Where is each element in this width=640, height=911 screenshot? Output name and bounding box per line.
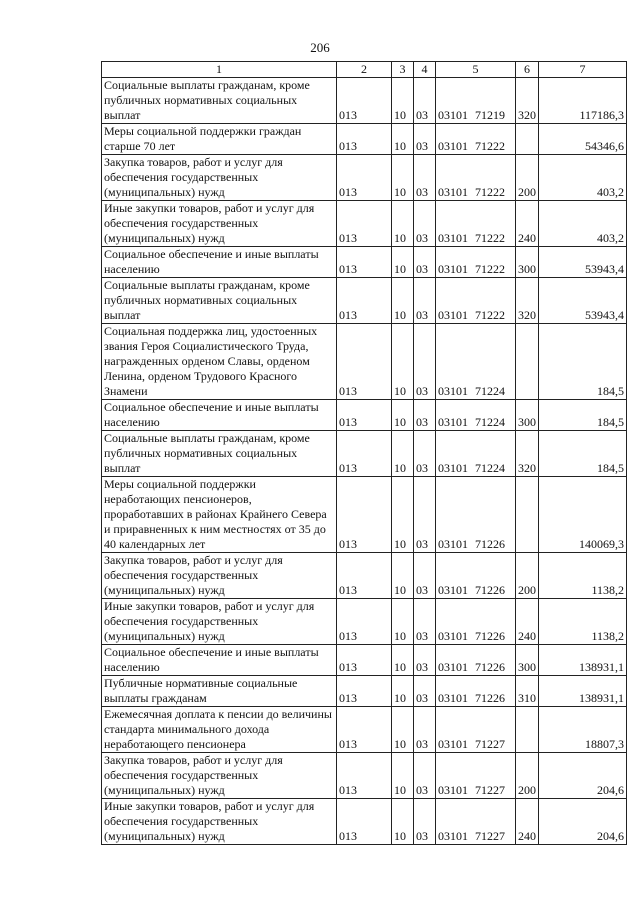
subsection-code-cell: 03 [414,324,436,400]
row-name-cell: Социальное обеспечение и иные выплаты населению [102,247,337,278]
subsection-code-cell: 03 [414,201,436,247]
section-code-cell: 10 [392,400,414,431]
target-article-cell: 03101 71222 [436,124,516,155]
row-name-cell: Публичные нормативные социальные выплаты гражданам [102,676,337,707]
ministry-code-cell: 013 [337,78,392,124]
expense-type-cell [516,124,539,155]
subsection-code-cell: 03 [414,707,436,753]
section-code-cell: 10 [392,707,414,753]
section-code-cell: 10 [392,553,414,599]
expense-type-cell: 200 [516,553,539,599]
amount-cell: 403,2 [539,155,627,201]
target-article-cell: 03101 71224 [436,400,516,431]
table-row [102,124,627,155]
table-row [102,278,627,324]
subsection-code-cell: 03 [414,431,436,477]
amount-cell: 18807,3 [539,707,627,753]
header-col-2: 2 [337,62,392,78]
subsection-code-cell: 03 [414,753,436,799]
amount-cell: 117186,3 [539,78,627,124]
ministry-code-cell: 013 [337,707,392,753]
expense-type-cell: 240 [516,599,539,645]
section-code-cell: 10 [392,155,414,201]
expense-type-cell: 320 [516,78,539,124]
header-row [102,62,627,78]
target-article-cell: 03101 71227 [436,707,516,753]
row-name-cell: Иные закупки товаров, работ и услуг для обеспечения государственных (муниципальных) нужд [102,799,337,845]
amount-cell: 140069,3 [539,477,627,553]
table-row [102,400,627,431]
ministry-code-cell: 013 [337,324,392,400]
section-code-cell: 10 [392,645,414,676]
row-name-cell: Социальное обеспечение и иные выплаты населению [102,645,337,676]
header-col-1: 1 [102,62,337,78]
table-row [102,201,627,247]
amount-cell: 53943,4 [539,278,627,324]
amount-cell: 1138,2 [539,553,627,599]
header-col-5: 5 [436,62,516,78]
section-code-cell: 10 [392,201,414,247]
subsection-code-cell: 03 [414,247,436,278]
row-name-cell: Иные закупки товаров, работ и услуг для обеспечения государственных (муниципальных) нужд [102,599,337,645]
target-article-cell: 03101 71226 [436,599,516,645]
table-row [102,799,627,845]
table-row [102,599,627,645]
ministry-code-cell: 013 [337,124,392,155]
table-row [102,645,627,676]
section-code-cell: 10 [392,753,414,799]
row-name-cell: Закупка товаров, работ и услуг для обеспечения государственных (муниципальных) нужд [102,753,337,799]
ministry-code-cell: 013 [337,799,392,845]
page-number: 206 [310,40,330,55]
subsection-code-cell: 03 [414,477,436,553]
table-row [102,477,627,553]
subsection-code-cell: 03 [414,599,436,645]
amount-cell: 54346,6 [539,124,627,155]
row-name-cell: Меры социальной поддержки граждан старше 70 лет [102,124,337,155]
expense-type-cell [516,707,539,753]
ministry-code-cell: 013 [337,477,392,553]
target-article-cell: 03101 71226 [436,477,516,553]
header-col-7: 7 [539,62,627,78]
target-article-cell: 03101 71227 [436,799,516,845]
section-code-cell: 10 [392,324,414,400]
header-col-4: 4 [414,62,436,78]
row-name-cell: Меры социальной поддержки неработающих пенсионеров, проработавших в районах Крайнего Севера и приравненных к ним местностях от 35 до 40 календарных лет [102,477,337,553]
subsection-code-cell: 03 [414,799,436,845]
target-article-cell: 03101 71222 [436,201,516,247]
target-article-cell: 03101 71224 [436,324,516,400]
target-article-cell: 03101 71224 [436,431,516,477]
ministry-code-cell: 013 [337,400,392,431]
row-name-cell: Закупка товаров, работ и услуг для обеспечения государственных (муниципальных) нужд [102,155,337,201]
header-col-3: 3 [392,62,414,78]
expense-type-cell: 240 [516,799,539,845]
table-row [102,155,627,201]
expense-type-cell: 300 [516,247,539,278]
table-row [102,78,627,124]
ministry-code-cell: 013 [337,645,392,676]
ministry-code-cell: 013 [337,278,392,324]
row-name-cell: Социальная поддержка лиц, удостоенных звания Героя Социалистического Труда, награжденных орденом Славы, орденом Ленина, орденом Трудового Красного Знамени [102,324,337,400]
expense-type-cell: 310 [516,676,539,707]
expense-type-cell: 200 [516,753,539,799]
row-name-cell: Социальные выплаты гражданам, кроме публичных нормативных социальных выплат [102,78,337,124]
ministry-code-cell: 013 [337,676,392,707]
subsection-code-cell: 03 [414,676,436,707]
subsection-code-cell: 03 [414,645,436,676]
expense-type-cell [516,324,539,400]
table-row [102,676,627,707]
section-code-cell: 10 [392,278,414,324]
row-name-cell: Ежемесячная доплата к пенсии до величины стандарта минимального дохода неработающего пенсионера [102,707,337,753]
table-row [102,431,627,477]
amount-cell: 53943,4 [539,247,627,278]
table-body [102,78,627,845]
amount-cell: 138931,1 [539,645,627,676]
table-row [102,553,627,599]
amount-cell: 403,2 [539,201,627,247]
section-code-cell: 10 [392,124,414,155]
ministry-code-cell: 013 [337,599,392,645]
expense-type-cell: 320 [516,278,539,324]
table-row [102,707,627,753]
expense-type-cell: 300 [516,645,539,676]
ministry-code-cell: 013 [337,431,392,477]
table-row [102,247,627,278]
section-code-cell: 10 [392,78,414,124]
amount-cell: 184,5 [539,431,627,477]
header-col-6: 6 [516,62,539,78]
section-code-cell: 10 [392,599,414,645]
target-article-cell: 03101 71226 [436,676,516,707]
ministry-code-cell: 013 [337,247,392,278]
target-article-cell: 03101 71222 [436,278,516,324]
row-name-cell: Социальное обеспечение и иные выплаты населению [102,400,337,431]
row-name-cell: Социальные выплаты гражданам, кроме публичных нормативных социальных выплат [102,278,337,324]
subsection-code-cell: 03 [414,124,436,155]
target-article-cell: 03101 71219 [436,78,516,124]
ministry-code-cell: 013 [337,753,392,799]
target-article-cell: 03101 71226 [436,553,516,599]
subsection-code-cell: 03 [414,400,436,431]
section-code-cell: 10 [392,477,414,553]
ministry-code-cell: 013 [337,553,392,599]
subsection-code-cell: 03 [414,553,436,599]
row-name-cell: Закупка товаров, работ и услуг для обеспечения государственных (муниципальных) нужд [102,553,337,599]
ministry-code-cell: 013 [337,201,392,247]
target-article-cell: 03101 71222 [436,155,516,201]
budget-table [101,61,627,845]
table-row [102,324,627,400]
expense-type-cell: 200 [516,155,539,201]
target-article-cell: 03101 71222 [436,247,516,278]
expense-type-cell: 240 [516,201,539,247]
subsection-code-cell: 03 [414,78,436,124]
target-article-cell: 03101 71226 [436,645,516,676]
target-article-cell: 03101 71227 [436,753,516,799]
subsection-code-cell: 03 [414,155,436,201]
amount-cell: 184,5 [539,400,627,431]
expense-type-cell [516,477,539,553]
section-code-cell: 10 [392,676,414,707]
section-code-cell: 10 [392,247,414,278]
table-row [102,753,627,799]
section-code-cell: 10 [392,431,414,477]
expense-type-cell: 300 [516,400,539,431]
amount-cell: 138931,1 [539,676,627,707]
expense-type-cell: 320 [516,431,539,477]
subsection-code-cell: 03 [414,278,436,324]
section-code-cell: 10 [392,799,414,845]
amount-cell: 184,5 [539,324,627,400]
amount-cell: 204,6 [539,753,627,799]
row-name-cell: Социальные выплаты гражданам, кроме публичных нормативных социальных выплат [102,431,337,477]
row-name-cell: Иные закупки товаров, работ и услуг для обеспечения государственных (муниципальных) нужд [102,201,337,247]
ministry-code-cell: 013 [337,155,392,201]
amount-cell: 204,6 [539,799,627,845]
amount-cell: 1138,2 [539,599,627,645]
